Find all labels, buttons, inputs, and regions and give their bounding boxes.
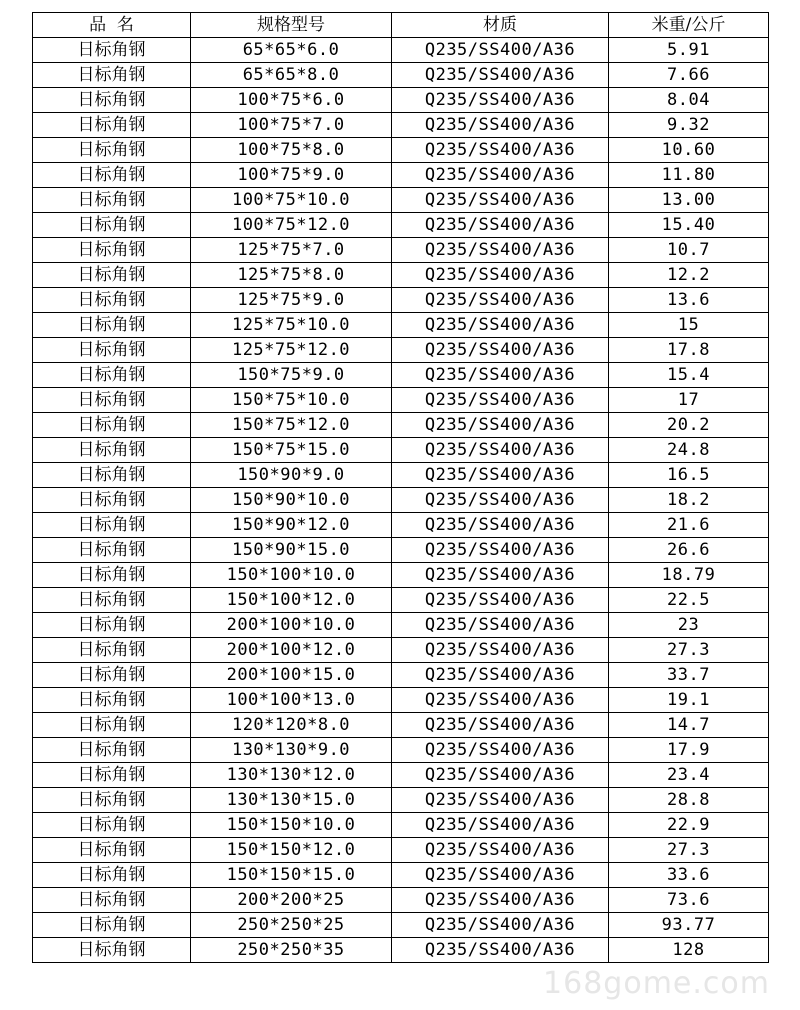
cell-product-name: 日标角钢 — [33, 263, 191, 288]
cell-material: Q235/SS400/A36 — [392, 238, 609, 263]
cell-weight: 19.1 — [609, 688, 769, 713]
table-row — [33, 513, 769, 538]
cell-spec-model: 150*100*10.0 — [191, 563, 392, 588]
header-weight-per-meter: 米重/公斤 — [609, 13, 769, 38]
cell-material: Q235/SS400/A36 — [392, 413, 609, 438]
cell-spec-model: 130*130*15.0 — [191, 788, 392, 813]
table-row — [33, 838, 769, 863]
cell-spec-model: 150*75*10.0 — [191, 388, 392, 413]
cell-product-name: 日标角钢 — [33, 663, 191, 688]
cell-material: Q235/SS400/A36 — [392, 488, 609, 513]
cell-product-name: 日标角钢 — [33, 688, 191, 713]
cell-weight: 33.6 — [609, 863, 769, 888]
table-row — [33, 788, 769, 813]
cell-product-name: 日标角钢 — [33, 238, 191, 263]
cell-material: Q235/SS400/A36 — [392, 838, 609, 863]
table-row — [33, 463, 769, 488]
cell-spec-model: 100*75*9.0 — [191, 163, 392, 188]
cell-material: Q235/SS400/A36 — [392, 288, 609, 313]
cell-product-name: 日标角钢 — [33, 588, 191, 613]
cell-weight: 10.7 — [609, 238, 769, 263]
cell-material: Q235/SS400/A36 — [392, 763, 609, 788]
table-row — [33, 888, 769, 913]
cell-material: Q235/SS400/A36 — [392, 613, 609, 638]
cell-material: Q235/SS400/A36 — [392, 638, 609, 663]
cell-material: Q235/SS400/A36 — [392, 163, 609, 188]
cell-material: Q235/SS400/A36 — [392, 388, 609, 413]
cell-material: Q235/SS400/A36 — [392, 188, 609, 213]
cell-product-name: 日标角钢 — [33, 388, 191, 413]
cell-product-name: 日标角钢 — [33, 863, 191, 888]
cell-product-name: 日标角钢 — [33, 763, 191, 788]
cell-spec-model: 150*75*15.0 — [191, 438, 392, 463]
cell-spec-model: 250*250*35 — [191, 938, 392, 963]
table-row — [33, 813, 769, 838]
cell-spec-model: 125*75*7.0 — [191, 238, 392, 263]
cell-material: Q235/SS400/A36 — [392, 463, 609, 488]
cell-material: Q235/SS400/A36 — [392, 688, 609, 713]
cell-weight: 12.2 — [609, 263, 769, 288]
cell-spec-model: 150*150*15.0 — [191, 863, 392, 888]
table-row — [33, 613, 769, 638]
cell-product-name: 日标角钢 — [33, 888, 191, 913]
cell-weight: 9.32 — [609, 113, 769, 138]
table-row — [33, 338, 769, 363]
table-row — [33, 38, 769, 63]
cell-material: Q235/SS400/A36 — [392, 138, 609, 163]
cell-material: Q235/SS400/A36 — [392, 63, 609, 88]
cell-spec-model: 150*150*12.0 — [191, 838, 392, 863]
cell-product-name: 日标角钢 — [33, 63, 191, 88]
cell-material: Q235/SS400/A36 — [392, 563, 609, 588]
cell-product-name: 日标角钢 — [33, 38, 191, 63]
table-row — [33, 688, 769, 713]
table-header — [33, 13, 769, 38]
cell-spec-model: 100*75*7.0 — [191, 113, 392, 138]
cell-material: Q235/SS400/A36 — [392, 913, 609, 938]
cell-weight: 13.00 — [609, 188, 769, 213]
cell-spec-model: 150*75*12.0 — [191, 413, 392, 438]
table-row — [33, 188, 769, 213]
cell-material: Q235/SS400/A36 — [392, 888, 609, 913]
table-row — [33, 663, 769, 688]
header-material: 材质 — [392, 13, 609, 38]
header-product-name: 品 名 — [33, 13, 191, 38]
cell-weight: 17 — [609, 388, 769, 413]
cell-product-name: 日标角钢 — [33, 813, 191, 838]
table-row — [33, 638, 769, 663]
cell-product-name: 日标角钢 — [33, 363, 191, 388]
cell-material: Q235/SS400/A36 — [392, 438, 609, 463]
cell-material: Q235/SS400/A36 — [392, 313, 609, 338]
table-row — [33, 388, 769, 413]
table-row — [33, 563, 769, 588]
cell-product-name: 日标角钢 — [33, 488, 191, 513]
cell-spec-model: 100*75*12.0 — [191, 213, 392, 238]
cell-weight: 22.9 — [609, 813, 769, 838]
cell-weight: 5.91 — [609, 38, 769, 63]
cell-material: Q235/SS400/A36 — [392, 788, 609, 813]
table-row — [33, 288, 769, 313]
cell-weight: 128 — [609, 938, 769, 963]
cell-weight: 18.79 — [609, 563, 769, 588]
cell-weight: 18.2 — [609, 488, 769, 513]
cell-material: Q235/SS400/A36 — [392, 713, 609, 738]
cell-material: Q235/SS400/A36 — [392, 863, 609, 888]
table-row — [33, 213, 769, 238]
cell-weight: 22.5 — [609, 588, 769, 613]
cell-spec-model: 120*120*8.0 — [191, 713, 392, 738]
cell-weight: 23.4 — [609, 763, 769, 788]
cell-product-name: 日标角钢 — [33, 113, 191, 138]
table-row — [33, 763, 769, 788]
table-row — [33, 588, 769, 613]
table-row — [33, 238, 769, 263]
table-row — [33, 738, 769, 763]
cell-weight: 24.8 — [609, 438, 769, 463]
cell-material: Q235/SS400/A36 — [392, 38, 609, 63]
cell-material: Q235/SS400/A36 — [392, 938, 609, 963]
cell-weight: 21.6 — [609, 513, 769, 538]
cell-spec-model: 125*75*9.0 — [191, 288, 392, 313]
cell-product-name: 日标角钢 — [33, 713, 191, 738]
cell-product-name: 日标角钢 — [33, 788, 191, 813]
table-row — [33, 438, 769, 463]
cell-weight: 16.5 — [609, 463, 769, 488]
cell-product-name: 日标角钢 — [33, 413, 191, 438]
cell-material: Q235/SS400/A36 — [392, 88, 609, 113]
cell-weight: 10.60 — [609, 138, 769, 163]
table-row — [33, 88, 769, 113]
cell-weight: 33.7 — [609, 663, 769, 688]
cell-material: Q235/SS400/A36 — [392, 363, 609, 388]
cell-spec-model: 250*250*25 — [191, 913, 392, 938]
spec-table — [32, 12, 769, 963]
cell-weight: 15.4 — [609, 363, 769, 388]
cell-material: Q235/SS400/A36 — [392, 738, 609, 763]
cell-spec-model: 200*100*15.0 — [191, 663, 392, 688]
cell-product-name: 日标角钢 — [33, 88, 191, 113]
cell-material: Q235/SS400/A36 — [392, 113, 609, 138]
table-row — [33, 863, 769, 888]
cell-material: Q235/SS400/A36 — [392, 513, 609, 538]
cell-product-name: 日标角钢 — [33, 163, 191, 188]
cell-weight: 93.77 — [609, 913, 769, 938]
header-spec-model: 规格型号 — [191, 13, 392, 38]
cell-weight: 27.3 — [609, 838, 769, 863]
cell-material: Q235/SS400/A36 — [392, 213, 609, 238]
table-row — [33, 413, 769, 438]
cell-spec-model: 150*100*12.0 — [191, 588, 392, 613]
cell-product-name: 日标角钢 — [33, 213, 191, 238]
cell-weight: 13.6 — [609, 288, 769, 313]
table-row — [33, 163, 769, 188]
cell-product-name: 日标角钢 — [33, 913, 191, 938]
cell-product-name: 日标角钢 — [33, 738, 191, 763]
table-row — [33, 538, 769, 563]
cell-spec-model: 130*130*12.0 — [191, 763, 392, 788]
table-row — [33, 713, 769, 738]
cell-weight: 17.9 — [609, 738, 769, 763]
cell-weight: 20.2 — [609, 413, 769, 438]
cell-material: Q235/SS400/A36 — [392, 813, 609, 838]
cell-spec-model: 100*75*6.0 — [191, 88, 392, 113]
cell-spec-model: 150*90*15.0 — [191, 538, 392, 563]
cell-weight: 11.80 — [609, 163, 769, 188]
cell-product-name: 日标角钢 — [33, 313, 191, 338]
cell-product-name: 日标角钢 — [33, 938, 191, 963]
table-row — [33, 488, 769, 513]
cell-material: Q235/SS400/A36 — [392, 588, 609, 613]
cell-weight: 7.66 — [609, 63, 769, 88]
cell-weight: 26.6 — [609, 538, 769, 563]
cell-weight: 15.40 — [609, 213, 769, 238]
cell-weight: 23 — [609, 613, 769, 638]
cell-weight: 14.7 — [609, 713, 769, 738]
table-row — [33, 913, 769, 938]
cell-spec-model: 125*75*8.0 — [191, 263, 392, 288]
cell-spec-model: 130*130*9.0 — [191, 738, 392, 763]
cell-product-name: 日标角钢 — [33, 513, 191, 538]
table-row — [33, 138, 769, 163]
cell-product-name: 日标角钢 — [33, 338, 191, 363]
watermark: 168gome.com — [543, 966, 770, 1001]
cell-weight: 27.3 — [609, 638, 769, 663]
cell-material: Q235/SS400/A36 — [392, 338, 609, 363]
cell-weight: 28.8 — [609, 788, 769, 813]
cell-weight: 73.6 — [609, 888, 769, 913]
cell-product-name: 日标角钢 — [33, 438, 191, 463]
cell-spec-model: 200*200*25 — [191, 888, 392, 913]
cell-product-name: 日标角钢 — [33, 638, 191, 663]
cell-spec-model: 100*100*13.0 — [191, 688, 392, 713]
cell-product-name: 日标角钢 — [33, 188, 191, 213]
cell-spec-model: 100*75*10.0 — [191, 188, 392, 213]
table-row — [33, 63, 769, 88]
cell-material: Q235/SS400/A36 — [392, 263, 609, 288]
cell-spec-model: 200*100*10.0 — [191, 613, 392, 638]
cell-product-name: 日标角钢 — [33, 563, 191, 588]
table-row — [33, 363, 769, 388]
cell-spec-model: 125*75*10.0 — [191, 313, 392, 338]
cell-weight: 8.04 — [609, 88, 769, 113]
cell-spec-model: 150*75*9.0 — [191, 363, 392, 388]
cell-spec-model: 200*100*12.0 — [191, 638, 392, 663]
cell-material: Q235/SS400/A36 — [392, 663, 609, 688]
cell-spec-model: 150*150*10.0 — [191, 813, 392, 838]
cell-product-name: 日标角钢 — [33, 613, 191, 638]
cell-product-name: 日标角钢 — [33, 288, 191, 313]
cell-product-name: 日标角钢 — [33, 838, 191, 863]
cell-spec-model: 150*90*12.0 — [191, 513, 392, 538]
cell-spec-model: 125*75*12.0 — [191, 338, 392, 363]
table-row — [33, 263, 769, 288]
cell-spec-model: 65*65*6.0 — [191, 38, 392, 63]
table-row — [33, 938, 769, 963]
cell-weight: 17.8 — [609, 338, 769, 363]
cell-spec-model: 150*90*10.0 — [191, 488, 392, 513]
table-row — [33, 313, 769, 338]
cell-product-name: 日标角钢 — [33, 138, 191, 163]
cell-weight: 15 — [609, 313, 769, 338]
cell-product-name: 日标角钢 — [33, 538, 191, 563]
table-body — [33, 38, 769, 963]
cell-spec-model: 100*75*8.0 — [191, 138, 392, 163]
cell-material: Q235/SS400/A36 — [392, 538, 609, 563]
cell-product-name: 日标角钢 — [33, 463, 191, 488]
cell-spec-model: 65*65*8.0 — [191, 63, 392, 88]
header-row — [33, 13, 769, 38]
cell-spec-model: 150*90*9.0 — [191, 463, 392, 488]
table-row — [33, 113, 769, 138]
